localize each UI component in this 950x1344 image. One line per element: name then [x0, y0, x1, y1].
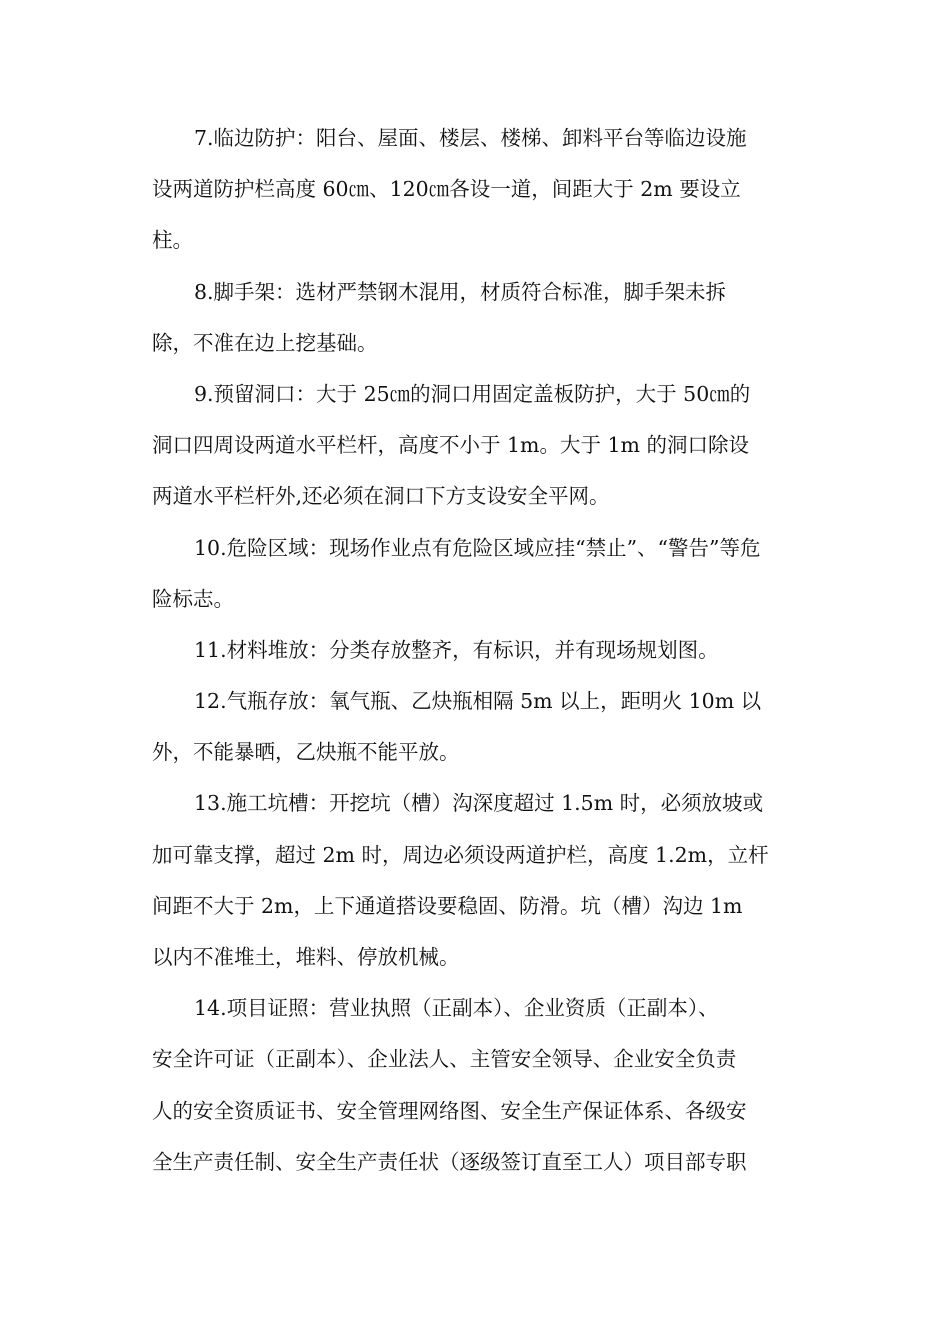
paragraph-material-stacking	[152, 625, 802, 676]
text-line: 除，不准在边上挖基础。	[152, 330, 378, 355]
text-line: 两道水平栏杆外,还必须在洞口下方支设安全平网。	[152, 484, 610, 509]
text-line: 11.材料堆放：分类存放整齐，有标识，并有现场规划图。	[194, 637, 719, 662]
text-line: 险标志。	[152, 586, 234, 611]
text-line: 9.预留洞口：大于 25㎝的洞口用固定盖板防护，大于 50㎝的	[194, 381, 751, 406]
text-line: 14.项目证照：营业执照（正副本）、企业资质（正副本）、	[194, 996, 719, 1021]
text-line: 10.危险区域：现场作业点有危险区域应挂“禁止”、“警告”等危	[194, 535, 761, 560]
text-line: 加可靠支撑，超过 2m 时，周边必须设两道护栏，高度 1.2m，立杆	[152, 842, 769, 867]
paragraph-gas-cylinder-storage	[152, 676, 802, 778]
paragraph-project-licenses	[152, 983, 802, 1188]
paragraph-edge-protection	[152, 113, 802, 267]
text-line: 洞口四周设两道水平栏杆，高度不小于 1m。大于 1m 的洞口除设	[152, 433, 750, 458]
text-line: 8.脚手架：选材严禁钢木混用，材质符合标准，脚手架未拆	[194, 279, 727, 304]
text-line: 设两道防护栏高度 60㎝、120㎝各设一道，间距大于 2m 要设立	[152, 177, 741, 202]
text-line: 12.气瓶存放：氧气瓶、乙炔瓶相隔 5m 以上，距明火 10m 以	[194, 689, 762, 714]
text-line: 间距不大于 2m，上下通道搭设要稳固、防滑。坑（槽）沟边 1m	[152, 893, 743, 918]
text-line: 7.临边防护：阳台、屋面、楼层、楼梯、卸料平台等临边设施	[194, 126, 747, 150]
document-body	[152, 113, 802, 1188]
text-line: 人的安全资质证书、安全管理网络图、安全生产保证体系、各级安	[152, 1098, 747, 1123]
text-line: 13.施工坑槽：开挖坑（槽）沟深度超过 1.5m 时，必须放坡或	[194, 791, 764, 816]
paragraph-scaffolding	[152, 267, 802, 369]
text-line: 以内不准堆土，堆料、停放机械。	[152, 945, 460, 969]
text-line: 全生产责任制、安全生产责任状（逐级签订直至工人）项目部专职	[152, 1149, 747, 1174]
paragraph-excavation-trenches	[152, 778, 802, 983]
paragraph-danger-zones	[152, 523, 802, 625]
text-line: 外，不能暴晒，乙炔瓶不能平放。	[152, 740, 460, 765]
text-line: 安全许可证（正副本）、企业法人、主管安全领导、企业安全负责	[152, 1047, 737, 1072]
paragraph-reserved-openings	[152, 369, 802, 523]
text-line: 柱。	[152, 228, 193, 253]
